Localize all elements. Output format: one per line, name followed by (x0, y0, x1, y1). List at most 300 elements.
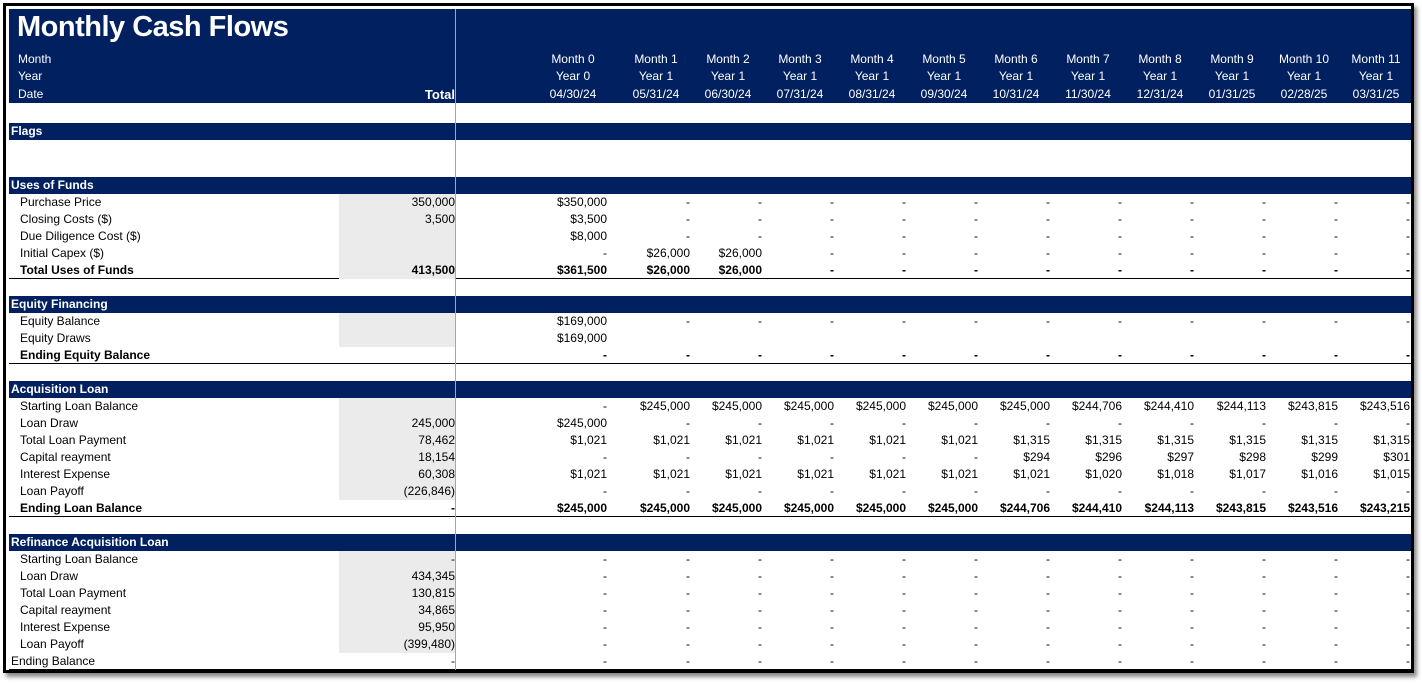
row-value: - (902, 246, 906, 260)
row-label: Total Loan Payment (20, 586, 127, 600)
total-row-total: 413,500 (339, 262, 455, 279)
row-value: $1,015 (1373, 467, 1410, 481)
row-value: $3,500 (570, 212, 607, 226)
row-value: - (603, 484, 607, 498)
header-date-cell: 06/30/24 (704, 87, 752, 101)
row-value: $1,021 (570, 467, 607, 481)
table-row (9, 415, 1411, 432)
row-value: - (1334, 620, 1338, 634)
row-value: $245,000 (855, 399, 906, 413)
table-row (9, 483, 1411, 500)
header-month-cell: Month 5 (922, 52, 966, 66)
row-label: Initial Capex ($) (20, 246, 105, 260)
row-value: $299 (1311, 450, 1338, 464)
total-row-value: - (902, 263, 906, 277)
row-value (1054, 330, 1122, 347)
row-value: - (1406, 603, 1410, 617)
row-value: - (1406, 586, 1410, 600)
row-value: - (686, 416, 690, 430)
table-row (9, 551, 1411, 568)
total-row-value: $243,815 (1215, 501, 1266, 515)
row-value: - (1046, 195, 1050, 209)
row-value: - (1334, 586, 1338, 600)
header-year-cell: Year 1 (1214, 69, 1250, 83)
row-value: $1,021 (797, 433, 834, 447)
row-value: - (1118, 603, 1122, 617)
total-row-value: - (603, 654, 607, 668)
row-value: - (1190, 195, 1194, 209)
spreadsheet-frame (3, 3, 1414, 673)
row-value: $245,000 (999, 399, 1050, 413)
row-value: - (1262, 603, 1266, 617)
row-value: - (1334, 246, 1338, 260)
total-row (9, 500, 1411, 517)
table-row (9, 398, 1411, 415)
row-total: 34,865 (339, 602, 455, 619)
header-month-cell: Month 3 (778, 52, 822, 66)
row-value: $301 (1383, 450, 1410, 464)
row-value: $1,018 (1157, 467, 1194, 481)
total-row-value: - (1046, 263, 1050, 277)
spacer-row (9, 279, 1411, 296)
row-value: - (686, 620, 690, 634)
total-row-value: - (830, 348, 834, 362)
row-total: - (339, 551, 455, 568)
row-value: - (603, 603, 607, 617)
total-row-value: $245,000 (783, 501, 834, 515)
total-row-value: $245,000 (855, 501, 906, 515)
row-value: $1,021 (725, 433, 762, 447)
total-row-value: - (902, 654, 906, 668)
row-label: Closing Costs ($) (20, 212, 113, 226)
total-row-value: - (758, 348, 762, 362)
row-value: $243,516 (1359, 399, 1410, 413)
row-value: $1,021 (653, 467, 690, 481)
row-value: - (1334, 229, 1338, 243)
row-value: - (1334, 552, 1338, 566)
row-value: - (974, 229, 978, 243)
row-value: - (902, 229, 906, 243)
row-value: - (1334, 484, 1338, 498)
total-row-value: - (1406, 348, 1410, 362)
row-value (1270, 330, 1338, 347)
row-label: Loan Draw (20, 416, 79, 430)
row-value: - (830, 450, 834, 464)
header-date-row (9, 86, 1411, 103)
header-year-cell: Year 1 (638, 69, 674, 83)
row-value: $1,016 (1301, 467, 1338, 481)
header-year-cell: Year 1 (1358, 69, 1394, 83)
row-value: $1,021 (941, 467, 978, 481)
row-value (622, 330, 690, 347)
section-flags-label: Flags (11, 124, 43, 138)
row-value: - (1262, 314, 1266, 328)
row-value: - (1046, 552, 1050, 566)
total-row-value: - (1406, 263, 1410, 277)
row-value: - (1046, 586, 1050, 600)
row-value: - (603, 246, 607, 260)
header-date-cell: 05/31/24 (632, 87, 680, 101)
spacer-row (9, 140, 1411, 177)
row-value: - (974, 416, 978, 430)
row-value: - (902, 195, 906, 209)
row-value (694, 330, 762, 347)
header-month-cell: Month 8 (1138, 52, 1182, 66)
row-value: - (758, 620, 762, 634)
row-value: - (1190, 484, 1194, 498)
header-date-cell: 07/31/24 (776, 87, 824, 101)
row-value: - (1406, 195, 1410, 209)
row-value: $298 (1239, 450, 1266, 464)
header-month-cell: Month 11 (1351, 52, 1401, 66)
row-total: 434,345 (339, 568, 455, 585)
row-value: - (1262, 229, 1266, 243)
total-row-value: - (830, 263, 834, 277)
row-value: - (1046, 212, 1050, 226)
header-year-cell: Year 1 (1286, 69, 1322, 83)
cash-flow-sheet (9, 9, 1411, 670)
table-row (9, 636, 1411, 653)
row-value: $1,315 (1013, 433, 1050, 447)
total-row-value: - (1190, 348, 1194, 362)
total-row-label: Ending Loan Balance (20, 501, 143, 515)
row-value: - (830, 229, 834, 243)
row-value: - (758, 603, 762, 617)
row-value: - (974, 212, 978, 226)
total-row-value: - (603, 348, 607, 362)
row-value: - (1118, 195, 1122, 209)
row-label: Interest Expense (20, 467, 111, 481)
total-row-value: $244,113 (1144, 501, 1194, 515)
month-label: Month (18, 52, 52, 66)
total-row-value: $245,000 (639, 501, 690, 515)
section-acquisition-loan (9, 381, 1411, 398)
header-month-cell: Month 1 (634, 52, 678, 66)
row-value: - (1118, 246, 1122, 260)
row-value: $1,021 (1013, 467, 1050, 481)
row-total: 3,500 (339, 211, 455, 228)
total-row-value: - (902, 348, 906, 362)
row-value: - (1046, 484, 1050, 498)
row-value: - (1334, 569, 1338, 583)
row-value: - (1118, 416, 1122, 430)
row-label: Equity Balance (20, 314, 101, 328)
row-value: - (1190, 620, 1194, 634)
row-value: - (830, 195, 834, 209)
row-value: $1,021 (797, 467, 834, 481)
row-value: $297 (1167, 450, 1194, 464)
section-acq-label: Acquisition Loan (11, 382, 109, 396)
total-row-value: - (1118, 654, 1122, 668)
row-value: - (758, 637, 762, 651)
total-row-value: - (1046, 654, 1050, 668)
total-row-value: - (1262, 654, 1266, 668)
row-value: $1,021 (653, 433, 690, 447)
row-value: - (686, 212, 690, 226)
section-uses-of-funds (9, 177, 1411, 194)
row-value: - (974, 637, 978, 651)
row-value: - (1406, 229, 1410, 243)
header-month-cell: Month 9 (1210, 52, 1254, 66)
total-row-total: - (451, 654, 455, 668)
row-value: - (1334, 637, 1338, 651)
row-value: - (1262, 552, 1266, 566)
row-total (339, 313, 455, 330)
row-value: - (1190, 229, 1194, 243)
total-row-value: - (1118, 263, 1122, 277)
row-value: - (902, 569, 906, 583)
row-total (339, 398, 455, 415)
header-year-cell: Year 1 (998, 69, 1034, 83)
row-label: Starting Loan Balance (20, 552, 139, 566)
row-label: Starting Loan Balance (20, 399, 139, 413)
total-row-value: - (758, 654, 762, 668)
row-value: - (686, 552, 690, 566)
row-value: $1,021 (869, 433, 906, 447)
header-date-cell: 02/28/25 (1280, 87, 1328, 101)
total-row-label: Total Uses of Funds (20, 263, 134, 277)
row-value: $245,000 (639, 399, 690, 413)
row-value: - (758, 416, 762, 430)
header-date-cell: 10/31/24 (992, 87, 1040, 101)
row-total: 60,308 (339, 466, 455, 483)
row-value: $8,000 (570, 229, 607, 243)
row-value: - (1046, 637, 1050, 651)
row-value: - (974, 603, 978, 617)
row-value: - (758, 314, 762, 328)
row-value: $245,000 (927, 399, 978, 413)
row-value: - (1262, 416, 1266, 430)
row-value: - (830, 620, 834, 634)
total-row-value: - (1262, 263, 1266, 277)
row-value: - (830, 484, 834, 498)
row-total: (399,480) (339, 636, 455, 653)
row-value: $243,815 (1287, 399, 1338, 413)
row-value: - (902, 552, 906, 566)
row-value: - (902, 212, 906, 226)
row-value: - (830, 569, 834, 583)
row-value: - (974, 620, 978, 634)
total-row-value: - (1262, 348, 1266, 362)
total-row-label: Ending Equity Balance (20, 348, 151, 362)
row-value: - (830, 416, 834, 430)
total-row-value: $243,215 (1359, 501, 1410, 515)
header-date-cell: 04/30/24 (549, 87, 597, 101)
total-row-value: - (1334, 348, 1338, 362)
total-row-value: $26,000 (646, 263, 690, 277)
row-total (339, 228, 455, 245)
row-value: - (1262, 484, 1266, 498)
row-value: - (758, 195, 762, 209)
row-value: $1,021 (869, 467, 906, 481)
row-value: - (974, 195, 978, 209)
row-value (982, 330, 1050, 347)
row-value: $1,017 (1229, 467, 1266, 481)
table-row (9, 466, 1411, 483)
header-year-cell: Year 1 (710, 69, 746, 83)
table-row (9, 228, 1411, 245)
spacer-row (9, 103, 1411, 123)
row-value: - (974, 314, 978, 328)
row-value: - (758, 552, 762, 566)
total-row-value: - (1334, 263, 1338, 277)
total-row-value: $245,000 (556, 501, 607, 515)
row-value: - (1334, 314, 1338, 328)
row-value: - (902, 603, 906, 617)
row-value: - (603, 552, 607, 566)
sheet-header (9, 9, 1411, 103)
row-value: - (1118, 229, 1122, 243)
row-value: - (1262, 586, 1266, 600)
row-value (1198, 330, 1266, 347)
row-value: - (902, 450, 906, 464)
row-value: - (603, 620, 607, 634)
header-year-cell: Year 1 (926, 69, 962, 83)
row-value: $1,021 (725, 467, 762, 481)
row-value: - (1046, 246, 1050, 260)
row-value: $1,021 (941, 433, 978, 447)
row-label: Capital reayment (20, 450, 111, 464)
spacer-row (9, 364, 1411, 381)
total-row-total (339, 347, 455, 364)
table-row (9, 585, 1411, 602)
row-value: - (686, 450, 690, 464)
total-row-value: - (1334, 654, 1338, 668)
row-value: - (830, 603, 834, 617)
row-value: - (1334, 195, 1338, 209)
row-value: $245,000 (556, 416, 607, 430)
row-value: - (974, 246, 978, 260)
row-value: - (1190, 246, 1194, 260)
row-total: 18,154 (339, 449, 455, 466)
row-value: - (1046, 620, 1050, 634)
sheet-title: Monthly Cash Flows (17, 11, 289, 43)
row-value: - (1262, 637, 1266, 651)
header-date-cell: 01/31/25 (1208, 87, 1256, 101)
table-row (9, 211, 1411, 228)
row-value: - (830, 586, 834, 600)
row-value: - (686, 314, 690, 328)
header-month-cell: Month 4 (850, 52, 894, 66)
table-row (9, 330, 1411, 347)
row-value: - (1406, 637, 1410, 651)
header-date-cell: 12/31/24 (1136, 87, 1184, 101)
total-row (9, 262, 1411, 279)
row-value: - (1406, 552, 1410, 566)
year-label: Year (18, 69, 43, 83)
row-value: - (603, 586, 607, 600)
total-row-value: - (1190, 654, 1194, 668)
header-year-cell: Year 0 (555, 69, 591, 83)
total-row-value: - (1406, 654, 1410, 668)
row-value: - (1118, 314, 1122, 328)
row-value: - (686, 229, 690, 243)
header-month-cell: Month 10 (1278, 52, 1330, 66)
row-value: - (830, 246, 834, 260)
total-row-value: - (1118, 348, 1122, 362)
row-label: Total Loan Payment (20, 433, 127, 447)
spacer-row (9, 517, 1411, 534)
row-value: - (1046, 603, 1050, 617)
row-value: $350,000 (556, 195, 607, 209)
row-value: $1,021 (570, 433, 607, 447)
row-value: - (1190, 416, 1194, 430)
row-value: - (902, 484, 906, 498)
row-value: - (1262, 569, 1266, 583)
row-value (838, 330, 906, 347)
total-row-value: - (974, 263, 978, 277)
total-row-label: Ending Balance (11, 654, 96, 668)
row-value: - (1118, 552, 1122, 566)
row-value: - (758, 450, 762, 464)
row-value: - (686, 569, 690, 583)
row-value: - (686, 603, 690, 617)
header-year-cell: Year 1 (1070, 69, 1106, 83)
row-value: - (1118, 569, 1122, 583)
row-value: - (830, 314, 834, 328)
row-value: $1,315 (1301, 433, 1338, 447)
row-value: - (758, 569, 762, 583)
row-value: - (686, 195, 690, 209)
row-value: - (1406, 246, 1410, 260)
row-value: - (1046, 229, 1050, 243)
header-year-cell: Year 1 (1142, 69, 1178, 83)
row-value: - (1118, 620, 1122, 634)
section-refi-label: Refinance Acquisition Loan (11, 535, 169, 549)
row-value: - (1046, 569, 1050, 583)
row-value: - (686, 586, 690, 600)
row-total: 350,000 (339, 194, 455, 211)
row-value: - (902, 586, 906, 600)
row-value: - (1262, 620, 1266, 634)
row-value: - (603, 450, 607, 464)
row-value: - (1334, 212, 1338, 226)
row-total: 95,950 (339, 619, 455, 636)
total-column-header: Total (424, 87, 455, 102)
row-value: - (974, 586, 978, 600)
row-value: $1,020 (1085, 467, 1122, 481)
total-row (9, 347, 1411, 364)
table-row (9, 194, 1411, 211)
row-value: - (603, 569, 607, 583)
row-value: - (1406, 212, 1410, 226)
row-value: - (902, 637, 906, 651)
row-value: $244,410 (1143, 399, 1194, 413)
row-value: - (1118, 586, 1122, 600)
row-value: - (1118, 637, 1122, 651)
row-value: $244,113 (1216, 399, 1266, 413)
row-total: 130,815 (339, 585, 455, 602)
row-value: - (902, 620, 906, 634)
row-value: - (902, 314, 906, 328)
row-value: - (1262, 212, 1266, 226)
row-value: - (1046, 314, 1050, 328)
row-value: - (1406, 314, 1410, 328)
row-value (766, 330, 834, 347)
row-value: - (758, 484, 762, 498)
row-value (1342, 330, 1410, 347)
table-row (9, 449, 1411, 466)
row-value: - (758, 586, 762, 600)
row-total (339, 330, 455, 347)
header-date-cell: 11/30/24 (1065, 87, 1111, 101)
row-value: $296 (1095, 450, 1122, 464)
row-value: - (830, 637, 834, 651)
row-value: - (1406, 569, 1410, 583)
total-row-value: - (830, 654, 834, 668)
row-label: Loan Payoff (20, 637, 84, 651)
row-label: Equity Draws (20, 331, 91, 345)
